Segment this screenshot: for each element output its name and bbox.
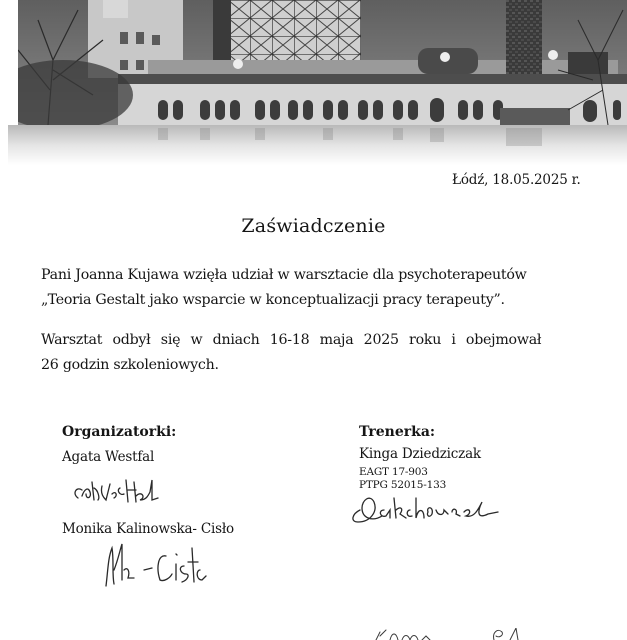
document-title: Zaświadczenie [241,215,386,237]
workshop-title-line: „Teoria Gestalt jako wsparcie w konceptualizacji pracy terapeuty”. [41,292,505,308]
participation-line-1: Pani Joanna Kujawa wzięła udział w warsztacie dla psychoterapeutów [41,267,527,283]
trainer-eagt-number: EAGT 17-903 [359,466,428,478]
organizer-1-signature [70,476,160,508]
organizer-name: Agata Westfal [62,449,155,465]
header-photo [8,0,627,165]
trainer-label: Trenerka: [359,424,436,440]
workshop-hours-line: 26 godzin szkoleniowych. [41,357,219,373]
place-and-date: Łódź, 18.05.2025 r. [452,172,581,188]
partial-signature-bottom [370,628,540,640]
trainer-name: Kinga Dziedziczak [359,446,481,462]
workshop-dates-line: Warsztat odbył się w dniach 16-18 maja 2025 roku i obejmował [41,332,542,348]
trainer-signature [348,492,508,528]
trainer-ptpg-number: PTPG 52015-133 [359,479,447,491]
organizers-label: Organizatorki: [62,424,177,440]
workshop-details-paragraph [41,328,601,378]
organizer-name: Monika Kalinowska- Cisło [62,521,234,537]
organizer-2-signature [100,540,210,592]
participation-paragraph [41,263,601,313]
